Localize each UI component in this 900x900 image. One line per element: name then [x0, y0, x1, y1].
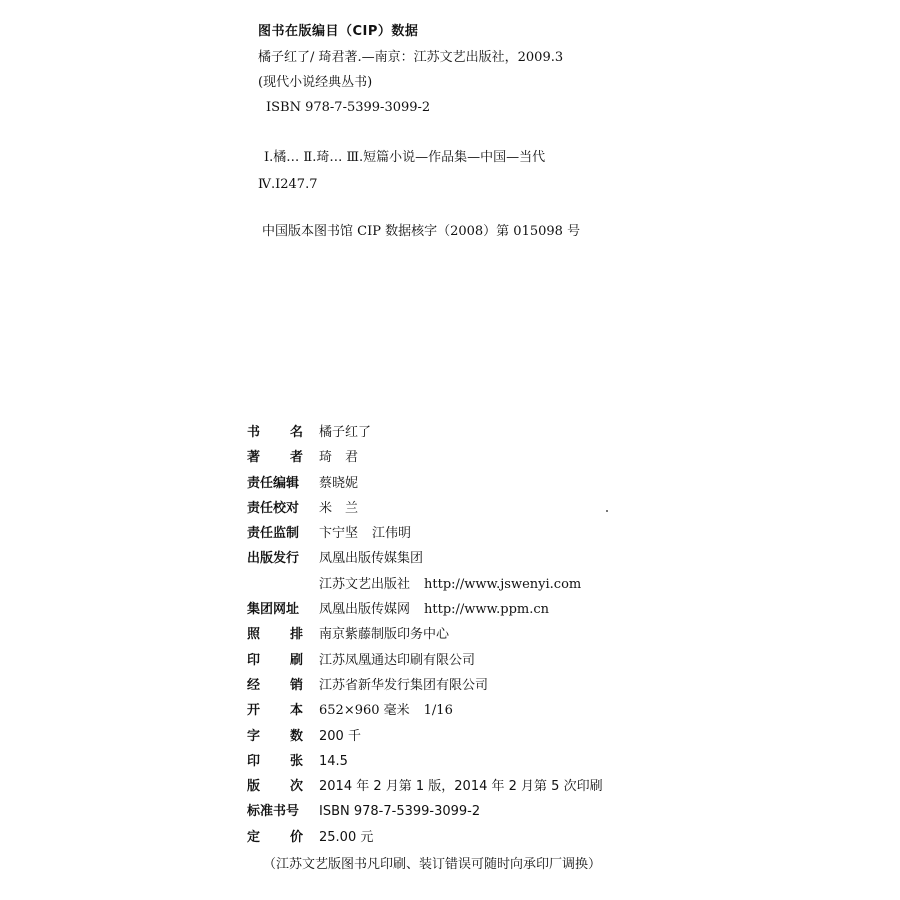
cip-classification-block: [258, 148, 858, 202]
info-row-editor: [247, 474, 867, 499]
info-row-group-site: [247, 600, 867, 625]
cip-isbn: ISBN 978-7-5399-3099-2: [266, 100, 431, 115]
group-url: http://www.ppm.cn: [424, 602, 550, 618]
cip-line-title-author: 橘子红了/ 琦君著.—南京：江苏文艺出版社，2009.3: [258, 50, 564, 65]
info-label: 印 刷: [247, 652, 303, 668]
copyright-info-table: [247, 423, 867, 853]
info-row-price: [247, 828, 867, 853]
info-row-publisher: [247, 549, 867, 574]
replacement-notice: （江苏文艺版图书凡印刷、装订错误可随时向承印厂调换）: [263, 857, 602, 872]
group-site-value: 凤凰出版传媒网 http://www.ppm.cn: [319, 602, 550, 618]
info-row-sheets: [247, 752, 867, 777]
info-label: 字 数: [247, 728, 303, 744]
words-value: 200 千: [319, 728, 361, 744]
proofreader-value: 米 兰: [319, 500, 359, 516]
author-value: 琦 君: [319, 450, 359, 466]
book-title-value: 橘子红了: [319, 425, 372, 440]
info-row-distribution: [247, 676, 867, 701]
cip-class-code: Ⅳ.I247.7: [258, 177, 318, 192]
distribution-value: 江苏省新华发行集团有限公司: [319, 677, 489, 693]
info-row-edition: [247, 777, 867, 802]
cip-line-series: (现代小说经典丛书): [258, 75, 373, 90]
cip-block: [258, 22, 858, 123]
info-row-supervisor: [247, 524, 867, 549]
publisher2-value: 江苏文艺出版社 http://www.jswenyi.com: [319, 576, 582, 592]
info-row-publisher-2: [247, 575, 867, 600]
info-label: 书 名: [247, 425, 303, 440]
isbn-value: ISBN 978-7-5399-3099-2: [319, 804, 481, 820]
publisher-url: http://www.jswenyi.com: [424, 576, 582, 592]
info-label: 经 销: [247, 677, 303, 693]
publisher-value: 凤凰出版传媒集团: [319, 551, 424, 567]
info-label: 责任校对: [247, 500, 300, 516]
info-row-isbn: [247, 802, 867, 827]
info-label: 版 次: [247, 779, 303, 795]
info-row-format: [247, 701, 867, 726]
info-row-proofreader: [247, 499, 867, 524]
info-row-typesetting: [247, 625, 867, 650]
info-label-empty: [247, 575, 319, 600]
info-row-words: [247, 727, 867, 752]
info-label: 出版发行: [247, 551, 300, 567]
cip-data-number: 中国版本图书馆 CIP 数据核字（2008）第 015098 号: [262, 224, 581, 239]
format-value: 652×960 毫米 1/16: [319, 703, 453, 719]
info-label: 标准书号: [247, 804, 300, 820]
info-label: 印 张: [247, 753, 303, 769]
price-value: 25.00 元: [319, 829, 374, 845]
cip-title: 图书在版编目（CIP）数据: [258, 24, 419, 39]
info-row-author: [247, 448, 867, 473]
info-label: 定 价: [247, 829, 303, 845]
supervisor-value: 卞宁坚 江伟明: [319, 526, 412, 542]
edition-value: 2014 年 2 月第 1 版，2014 年 2 月第 5 次印刷: [319, 779, 603, 795]
info-label: 照 排: [247, 627, 303, 643]
info-label: 集团网址: [247, 602, 300, 618]
editor-value: 蔡晓妮: [319, 475, 359, 491]
info-label: 责任编辑: [247, 475, 300, 491]
typesetting-value: 南京紫藤制版印务中心: [319, 627, 450, 643]
info-label: 开 本: [247, 703, 303, 719]
sheets-value: 14.5: [319, 753, 348, 769]
printing-value: 江苏凤凰通达印刷有限公司: [319, 652, 476, 668]
info-label: 责任监制: [247, 526, 300, 542]
cip-classification: Ⅰ.橘… Ⅱ.琦… Ⅲ.短篇小说—作品集—中国—当代: [264, 150, 546, 165]
info-row-printing: [247, 651, 867, 676]
info-label: 著 者: [247, 450, 303, 466]
info-row-title: [247, 423, 867, 448]
